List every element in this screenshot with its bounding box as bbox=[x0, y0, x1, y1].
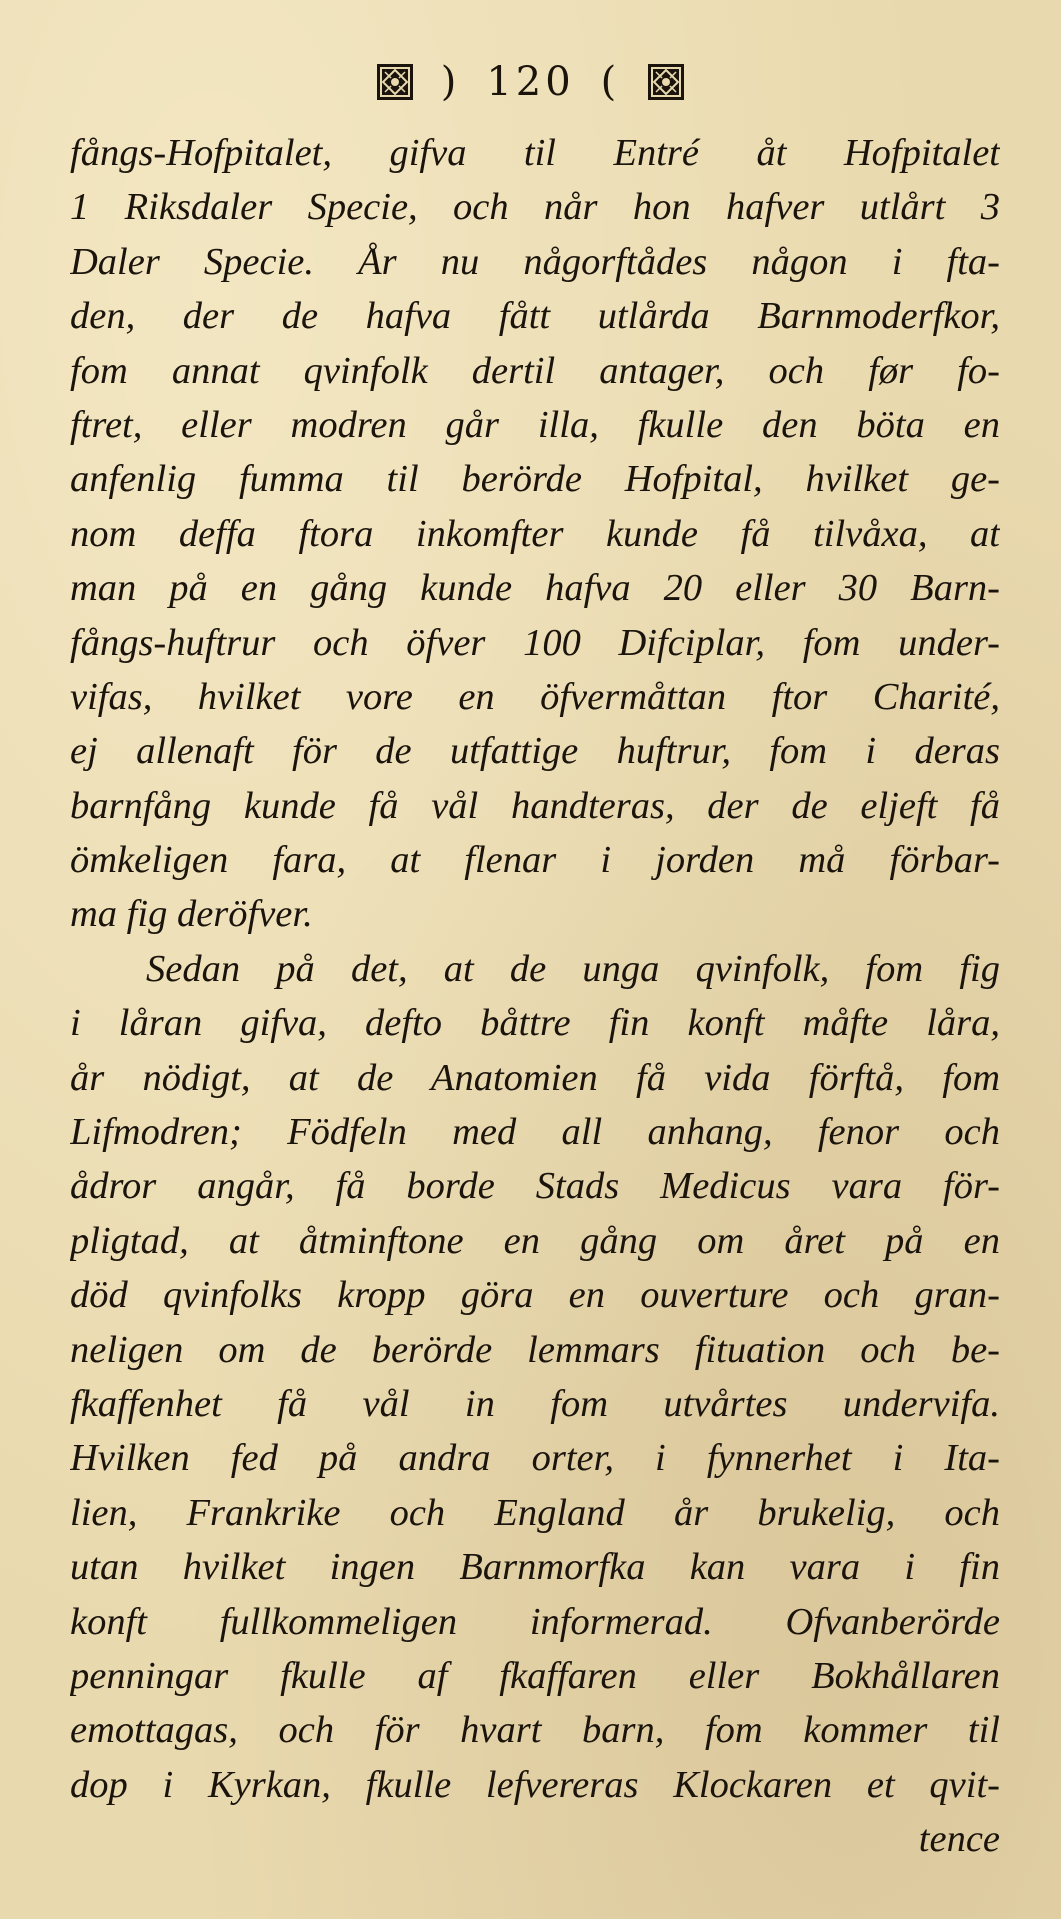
page-number: 120 bbox=[486, 59, 575, 105]
text-line: lien, Frankrike och England år brukelig, och bbox=[70, 1491, 1000, 1534]
text-line: barnfång kunde få vål handteras, der de eljeft få bbox=[70, 784, 1000, 827]
text-line: Hvilken fed på andra orter, i fynnerhet i Ita- bbox=[70, 1437, 1000, 1480]
text-line: konft fullkommeligen informerad. Ofvanberörde bbox=[70, 1600, 1000, 1643]
text-line: emottagas, och för hvart barn, fom kommer til bbox=[70, 1709, 1000, 1752]
text-line: fom annat qvinfolk dertil antager, och før fo- bbox=[70, 349, 1000, 392]
printers-ornament-icon bbox=[375, 62, 415, 102]
text-line: ömkeligen fara, at flenar i jorden må förbar- bbox=[70, 839, 1000, 882]
text-line: dop i Kyrkan, fkulle lefvereras Klockaren et qvit- bbox=[70, 1763, 1000, 1806]
text-line: penningar fkulle af fkaffaren eller Bokhållaren bbox=[70, 1654, 1000, 1697]
text-line: utan hvilket ingen Barnmorfka kan vara i fin bbox=[70, 1546, 1000, 1589]
text-line: fkaffenhet få vål in fom utvårtes undervifa. bbox=[70, 1382, 1000, 1425]
text-line: 1 Riksdaler Specie, och når hon hafver utlårt 3 bbox=[70, 186, 1000, 229]
text-line: vifas, hvilket vore en öfvermåttan ftor Charité, bbox=[70, 675, 1000, 718]
left-bracket: ) bbox=[440, 59, 461, 105]
page-header bbox=[0, 52, 1061, 112]
text-line: Sedan på det, at de unga qvinfolk, fom fig bbox=[146, 947, 1000, 990]
text-line: anfenlig fumma til berörde Hofpital, hvilket ge- bbox=[70, 458, 1000, 501]
text-line: ma fig deröfver. bbox=[70, 893, 313, 936]
text-line: neligen om de berörde lemmars fituation och be- bbox=[70, 1328, 1000, 1371]
printers-ornament-icon bbox=[646, 62, 686, 102]
text-line: ej allenaft för de utfattige huftrur, fom i deras bbox=[70, 730, 1000, 773]
text-line: fångs-Hofpitalet, gifva til Entré åt Hofpitalet bbox=[70, 132, 1000, 174]
text-line: i låran gifva, defto båttre fin konft måfte låra, bbox=[70, 1002, 1000, 1045]
text-line: den, der de hafva fått utlårda Barnmoderfkor, bbox=[70, 295, 1000, 338]
text-line: man på en gång kunde hafva 20 eller 30 Barn- bbox=[70, 567, 1000, 610]
catchword: tence bbox=[918, 1818, 1000, 1861]
text-line: ftret, eller modren går illa, fkulle den böta en bbox=[70, 403, 1000, 446]
text-line: Daler Specie. År nu någorftådes någon i fta- bbox=[70, 240, 1000, 283]
text-line: död qvinfolks kropp göra en ouverture och gran- bbox=[70, 1274, 1000, 1317]
body-text bbox=[70, 126, 1000, 1867]
right-bracket: ( bbox=[600, 59, 621, 105]
text-line: Lifmodren; Födfeln med all anhang, fenor och bbox=[70, 1111, 1000, 1154]
text-line: fångs-huftrur och öfver 100 Difciplar, fom under- bbox=[70, 621, 1000, 664]
text-line: nom deffa ftora inkomfter kunde få tilvåxa, at bbox=[70, 512, 1000, 555]
text-line: ådror angår, få borde Stads Medicus vara för- bbox=[70, 1165, 1000, 1208]
text-line: år nödigt, at de Anatomien få vida förftå, fom bbox=[70, 1056, 1000, 1099]
text-line: pligtad, at åtminftone en gång om året på en bbox=[70, 1219, 1000, 1262]
